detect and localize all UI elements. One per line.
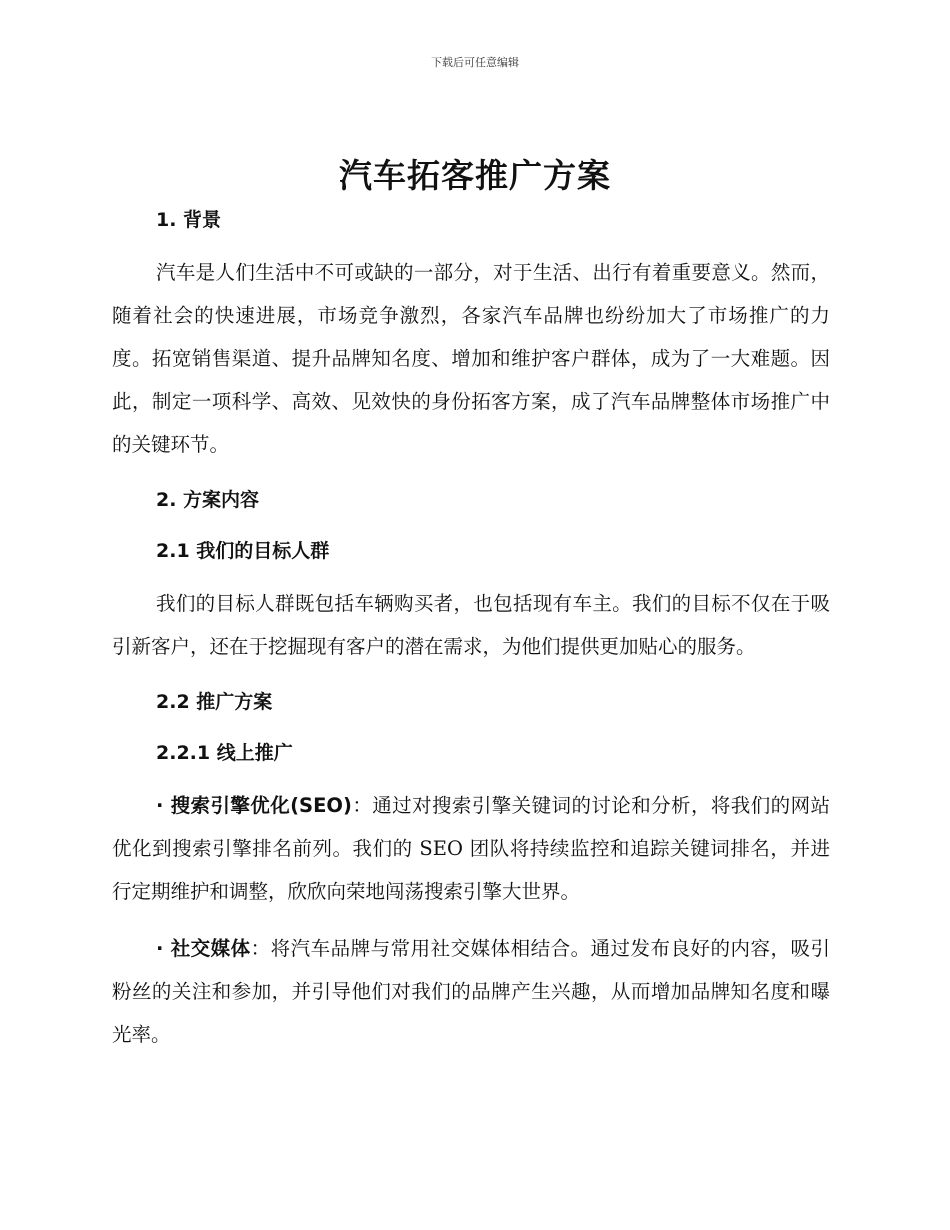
document-title: 汽车拓客推广方案 [339, 156, 611, 195]
paragraph-background: 汽车是人们生活中不可或缺的一部分，对于生活、出行有着重要意义。然而，随着社会的快速进展，市场竞争激烈，各家汽车品牌也纷纷加大了市场推广的力度。拓宽销售渠道、提升品牌知名度、增加和维护客户群体，成为了一大难题。因此，制定一项科学、高效、见效快的身份拓客方案，成了汽车品牌整体市场推广中的关键环节。 [112, 261, 830, 456]
bullet-seo-text: ：通过对搜索引擎关键词的讨论和分析，将我们的网站优化到搜索引擎排名前列。我们的 SEO 团队将持续监控和追踪关键词排名，并进行定期维护和调整，欣欣向荣地闯荡搜索引擎大世界。 [112, 794, 830, 903]
section-heading-promo: 2.2 推广方案 [156, 691, 273, 713]
header-watermark: 下载后可任意编辑 [431, 56, 519, 69]
bullet-social [112, 927, 830, 1056]
section-heading-plan: 2. 方案内容 [156, 489, 260, 511]
bullet-social-text: ：将汽车品牌与常用社交媒体相结合。通过发布良好的内容，吸引粉丝的关注和参加，并引导他们对我们的品牌产生兴趣，从而增加品牌知名度和曝光率。 [112, 937, 830, 1046]
section-heading-target: 2.1 我们的目标人群 [156, 540, 330, 562]
document-body [112, 200, 830, 1056]
bullet-seo-term: · 搜索引擎优化(SEO) [156, 794, 352, 817]
section-heading-online: 2.2.1 线上推广 [156, 742, 293, 764]
paragraph-target: 我们的目标人群既包括车辆购买者，也包括现有车主。我们的目标不仅在于吸引新客户，还在于挖掘现有客户的潜在需求，为他们提供更加贴心的服务。 [112, 592, 830, 658]
section-heading-background: 1. 背景 [156, 209, 222, 231]
bullet-social-term: · 社交媒体 [156, 937, 251, 960]
bullet-seo [112, 784, 830, 913]
